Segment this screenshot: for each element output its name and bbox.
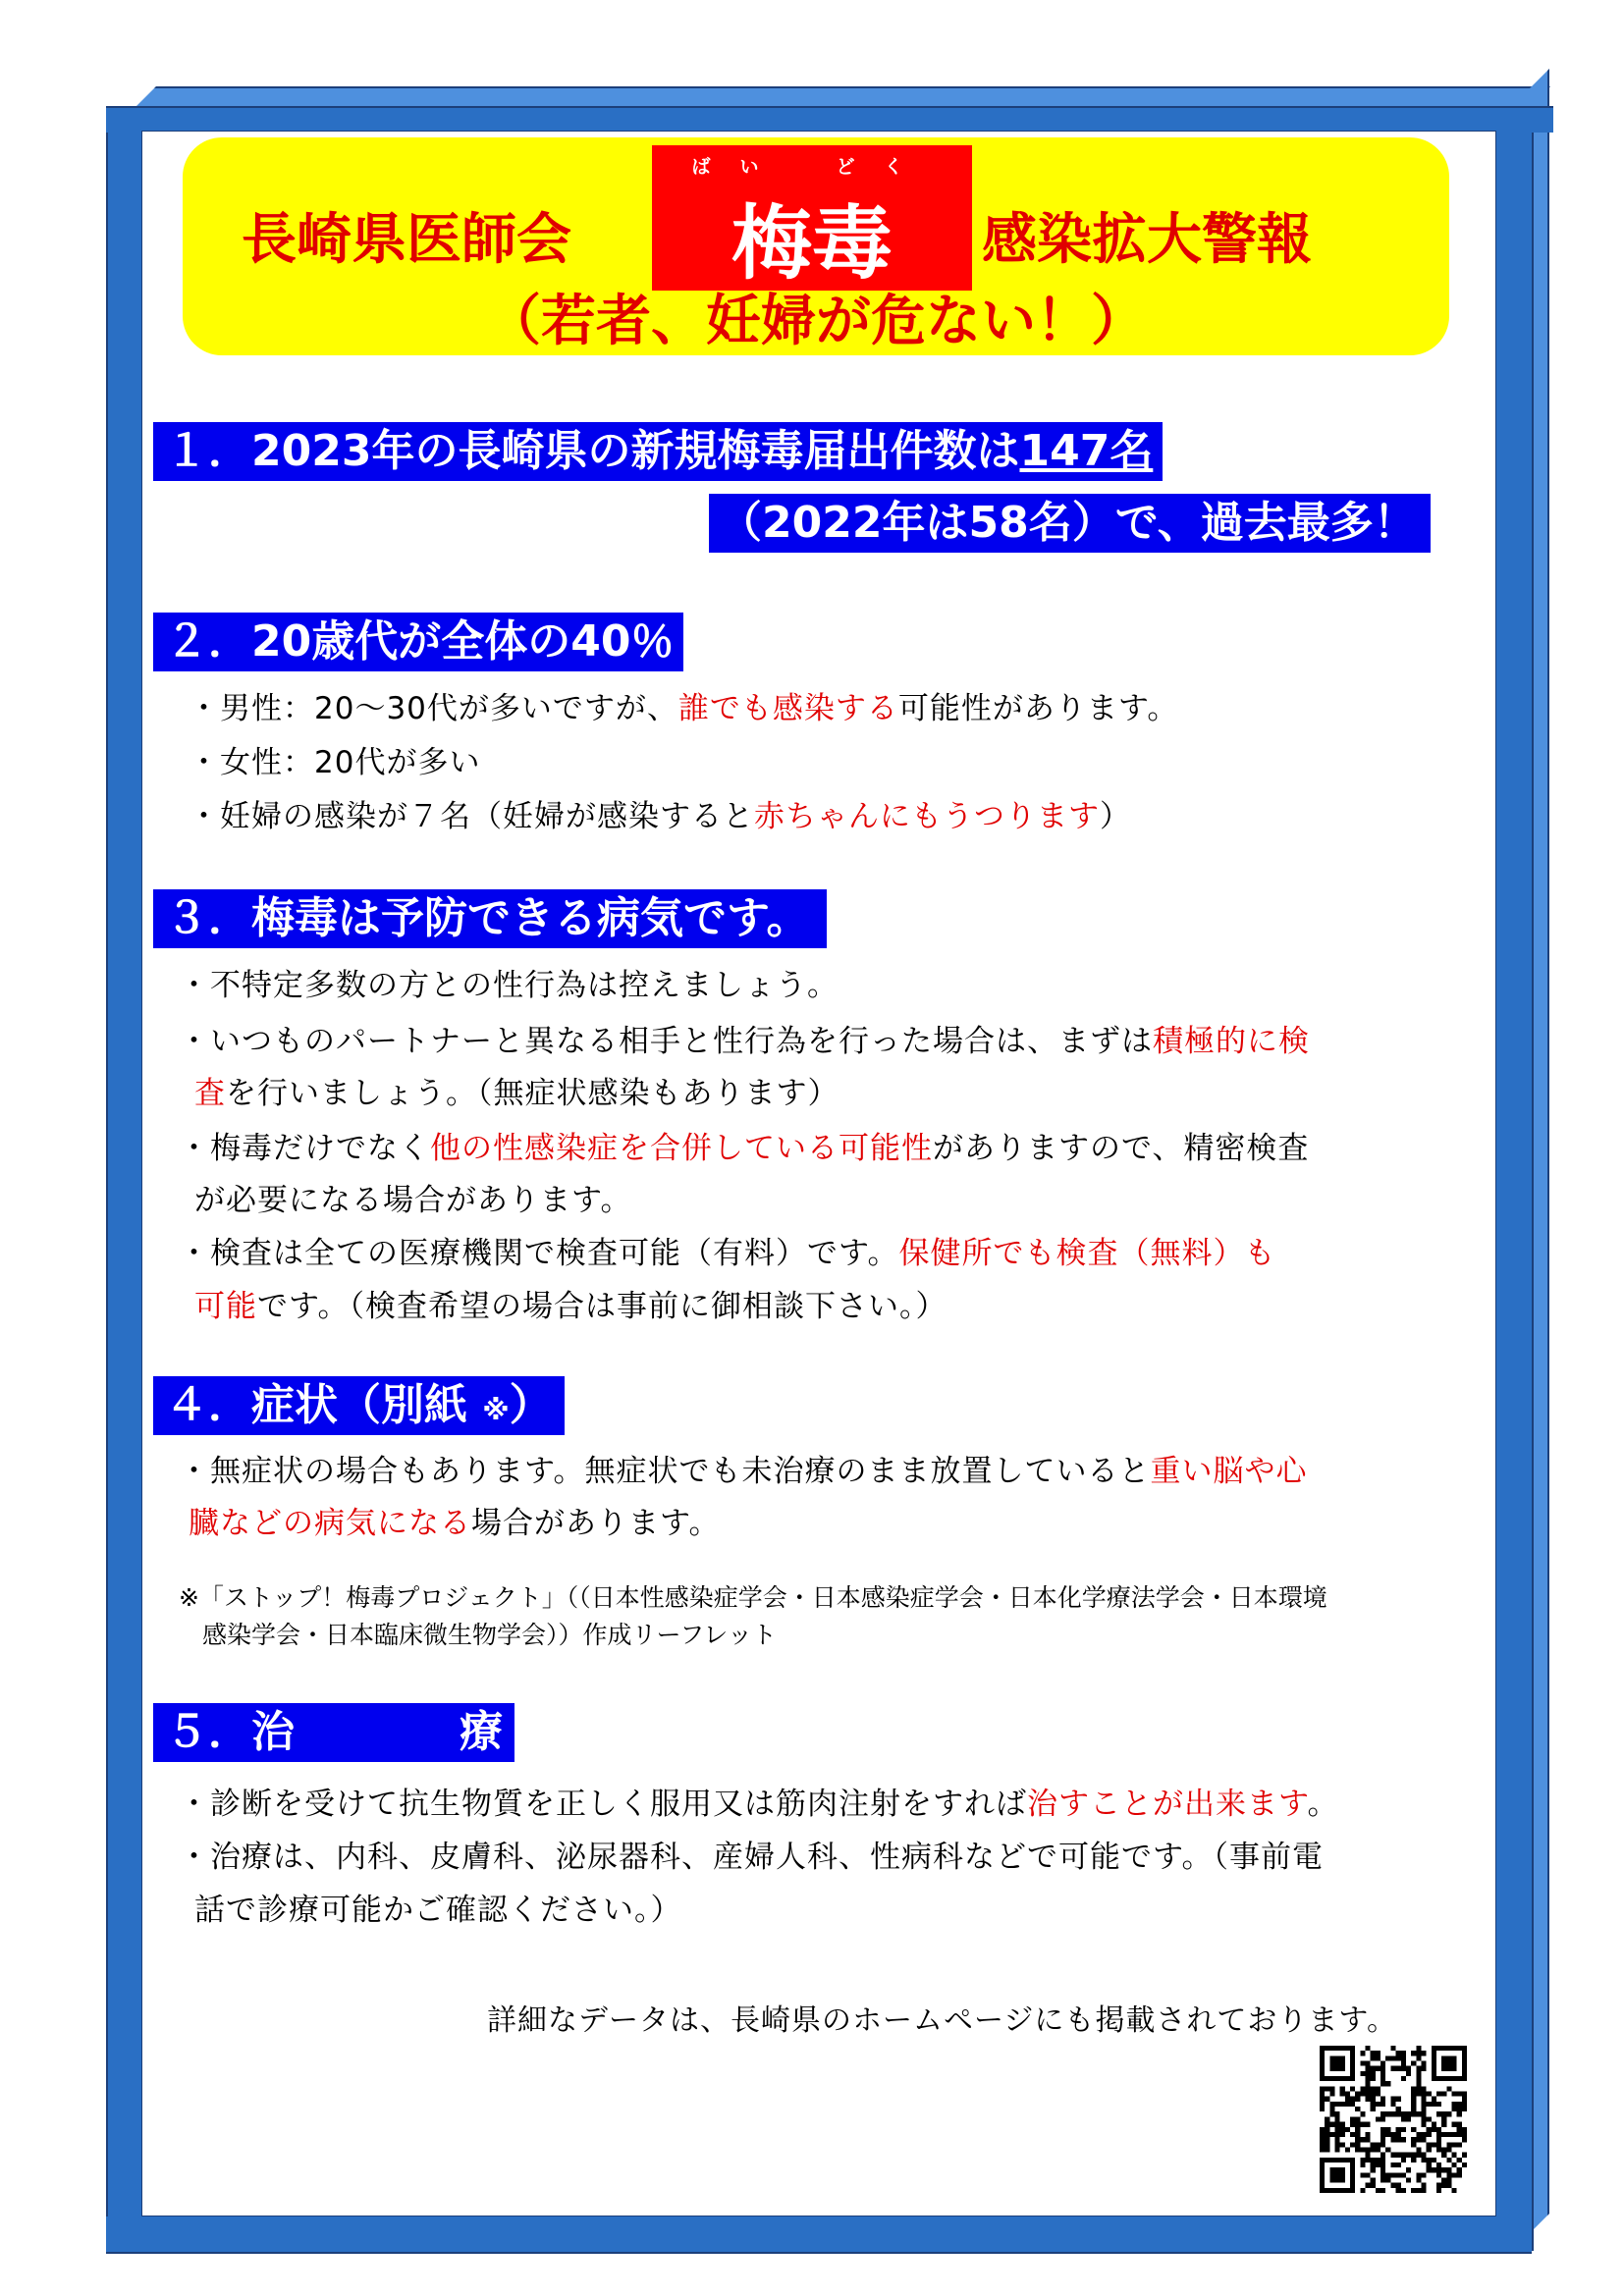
title-subtitle: （若者、妊婦が危ない！） bbox=[486, 290, 1146, 353]
s5-heading-b: 療 bbox=[460, 1707, 503, 1757]
s3-bullet-2-cont bbox=[194, 1068, 839, 1112]
frame-left bbox=[106, 106, 143, 2251]
s5-b1-text: ・診断を受けて抗生物質を正しく服用又は筋肉注射をすれば bbox=[179, 1787, 1027, 1822]
s5-b1-emph: 治すことが出来ます bbox=[1027, 1787, 1308, 1822]
s3-b2-l2-emph: 査 bbox=[194, 1076, 226, 1111]
s4-bullet-1 bbox=[179, 1446, 1308, 1490]
s2-b3-emph: 赤ちゃんにもうつります bbox=[754, 799, 1100, 834]
s3-b2-emph: 積極的に検 bbox=[1153, 1024, 1310, 1059]
s4-b1-l2-emph: 臓などの病気になる bbox=[189, 1506, 471, 1541]
s4-b1-emph: 重い脳や心 bbox=[1150, 1454, 1308, 1489]
s4-note-line2: 感染学会・日本臨床微生物学会））作成リーフレット bbox=[202, 1621, 778, 1649]
qr-code-graphic bbox=[1320, 2046, 1467, 2193]
s4-heading-mark: ※ bbox=[482, 1394, 510, 1426]
s3-b4-emph: 保健所でも検査（無料）も bbox=[898, 1236, 1276, 1271]
footer-text: 詳細なデータは、長崎県のホームページにも掲載されております。 bbox=[487, 2003, 1397, 2038]
s3-bullet-3-cont: が必要になる場合があります。 bbox=[194, 1183, 632, 1218]
title-left: 長崎県医師会 bbox=[242, 208, 571, 272]
s3-b3-tail: がありますので、精密検査 bbox=[933, 1131, 1310, 1166]
s2-heading: ２．20歳代が全体の40％ bbox=[153, 613, 683, 671]
s2-b1-text: ・男性：20～30代が多いですが、 bbox=[189, 691, 678, 726]
frame-top bbox=[106, 106, 1553, 133]
s5-b1-tail: 。 bbox=[1307, 1787, 1339, 1822]
frame-bottom bbox=[106, 2216, 1532, 2254]
s3-bullet-4-cont bbox=[194, 1281, 947, 1325]
s4-b1-l2-text: 場合があります。 bbox=[471, 1506, 721, 1541]
s2-bullet-2: ・女性：20代が多い bbox=[189, 745, 481, 780]
s3-bullet-4 bbox=[179, 1228, 1276, 1272]
s3-bullet-3 bbox=[179, 1123, 1309, 1167]
s4-heading bbox=[153, 1376, 565, 1435]
s1-heading-line1 bbox=[153, 422, 1163, 481]
s4-heading-text: ４．症状（別紙 bbox=[165, 1380, 467, 1430]
s1-count: 147名 bbox=[1019, 426, 1154, 476]
title-right: 感染拡大警報 bbox=[982, 208, 1312, 272]
s3-b3-text: ・梅毒だけでなく bbox=[179, 1131, 430, 1166]
frame-right bbox=[1496, 106, 1534, 2251]
title-ruby: ばい どく bbox=[691, 156, 933, 178]
s2-b1-tail: 可能性があります。 bbox=[897, 691, 1179, 726]
s4-heading-close: ） bbox=[509, 1380, 553, 1430]
s2-bullet-3 bbox=[189, 791, 1131, 835]
s5-heading-a: ５．治 bbox=[165, 1707, 295, 1757]
s2-b3-text: ・妊婦の感染が７名（妊婦が感染すると bbox=[189, 799, 754, 834]
s3-b2-text: ・いつものパートナーと異なる相手と性行為を行った場合は、まずは bbox=[179, 1024, 1153, 1059]
s3-heading: ３．梅毒は予防できる病気です。 bbox=[153, 889, 827, 948]
s3-b4-text: ・検査は全ての医療機関で検査可能（有料）です。 bbox=[179, 1236, 899, 1271]
title-main: 梅毒 bbox=[731, 197, 893, 291]
s5-bullet-2: ・治療は、内科、皮膚科、泌尿器科、産婦人科、性病科などで可能です。（事前電 bbox=[179, 1840, 1325, 1875]
s1-line1-text: １．2023年の長崎県の新規梅毒届出件数は bbox=[165, 426, 1020, 476]
s3-b3-emph: 他の性感染症を合併している可能性 bbox=[430, 1131, 933, 1166]
s4-note-line1: ※「ストップ！梅毒プロジェクト」（（日本性感染症学会・日本感染症学会・日本化学療法学会・日本環境 bbox=[179, 1583, 1327, 1612]
s4-b1-text: ・無症状の場合もあります。無症状でも未治療のまま放置していると bbox=[179, 1454, 1151, 1489]
s2-b1-emph: 誰でも感染する bbox=[677, 691, 898, 726]
s3-bullet-1: ・不特定多数の方との性行為は控えましょう。 bbox=[179, 968, 839, 1003]
s2-bullet-1 bbox=[189, 683, 1178, 727]
qr-code-icon[interactable] bbox=[1320, 2046, 1467, 2193]
s5-bullet-2-cont: 話で診療可能かご確認ください。） bbox=[194, 1893, 682, 1928]
s2-b3-tail: ） bbox=[1100, 799, 1131, 834]
s4-bullet-1-cont bbox=[189, 1498, 721, 1542]
s1-heading-line2: （2022年は58名）で、過去最多！ bbox=[709, 494, 1431, 553]
s3-bullet-2 bbox=[179, 1016, 1310, 1060]
s3-b4-l2-text: です。（検査希望の場合は事前に御相談下さい。） bbox=[257, 1289, 947, 1324]
s5-heading bbox=[153, 1703, 514, 1762]
s5-bullet-1 bbox=[179, 1779, 1339, 1823]
s3-b2-l2-text: を行いましょう。（無症状感染もあります） bbox=[226, 1076, 839, 1111]
s3-b4-l2-emph: 可能 bbox=[194, 1289, 257, 1324]
